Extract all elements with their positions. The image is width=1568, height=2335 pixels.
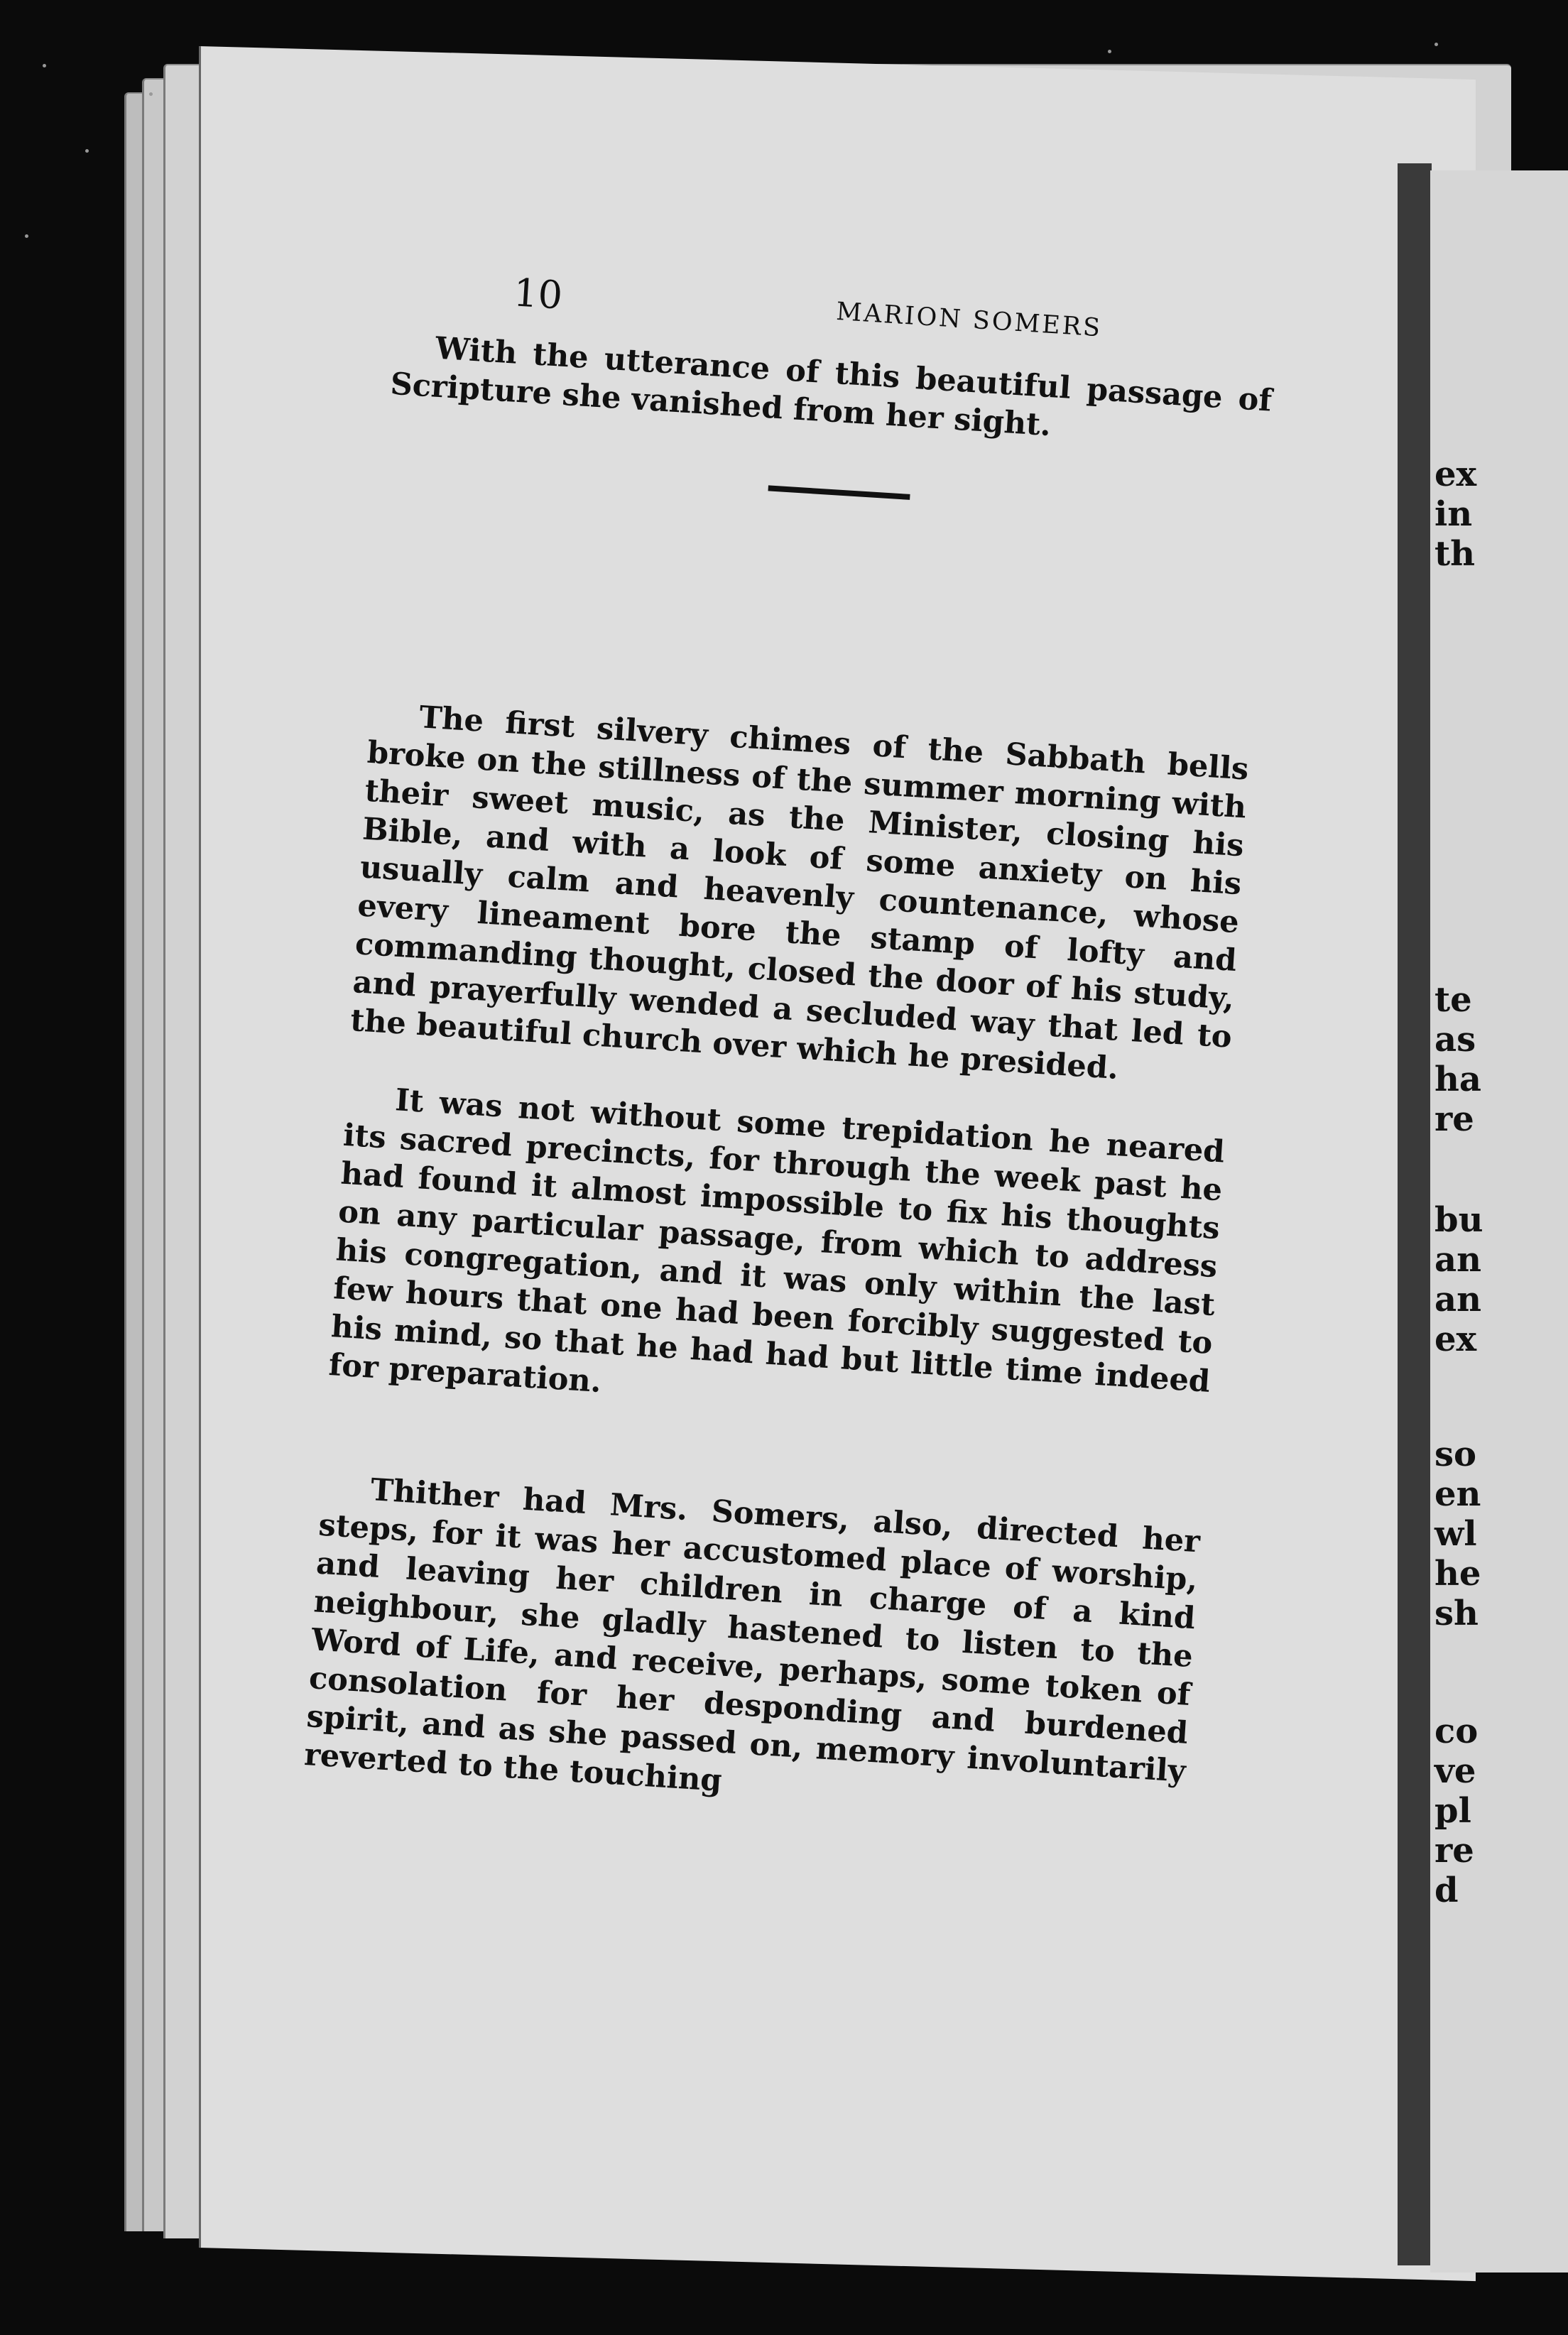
fragment-line: in <box>1434 494 1473 534</box>
running-head: MARION SOMERS <box>835 297 1104 343</box>
right-page-fragment <box>1434 1711 1568 1910</box>
left-page-text <box>293 270 1418 1993</box>
dust-speck <box>149 92 153 96</box>
fragment-line: an <box>1434 1280 1481 1319</box>
dust-speck <box>1434 43 1438 46</box>
fragment-line: ha <box>1434 1060 1481 1099</box>
fragment-line: bu <box>1434 1200 1483 1240</box>
paragraph: With the utterance of this beautiful passage of Scripture she vanished from her sight. <box>389 330 1273 444</box>
right-page-fragment <box>1434 980 1568 1139</box>
paragraph: It was not without some trepidation he neared its sacred precincts, for through the week past he had found it almost impossible to fix his thoughts on any particular passage, from which to address his congregation, and it was only within the last few hours that one had been forcibly suggested to his mind, so that he had had but little time indeed for preparation. <box>327 1082 1226 1400</box>
fragment-line: co <box>1434 1711 1479 1751</box>
fragment-line: re <box>1434 1831 1474 1871</box>
fragment-line: wl <box>1434 1514 1477 1554</box>
fragment-line: sh <box>1434 1594 1479 1633</box>
fragment-line: an <box>1434 1240 1481 1280</box>
fragment-line: ex <box>1434 1319 1477 1359</box>
fragment-line: te <box>1434 980 1472 1020</box>
fragment-line: ex <box>1434 455 1477 494</box>
fragment-line: th <box>1434 534 1476 574</box>
right-page-fragment <box>1434 1200 1568 1359</box>
paragraph: The first silvery chimes of the Sabbath bells broke on the stillness of the summer morning with their sweet music, as the Minister, closing his Bible, and with a look of some anxiety on his usually calm and heavenly countenance, whose every lineament bore the stamp of lofty and commanding thought, closed the door of his study, and prayerfully wended a secluded way that led to the beautiful church over which he presided. <box>349 700 1250 1087</box>
dust-speck <box>43 64 46 67</box>
fragment-line: pl <box>1434 1791 1471 1831</box>
section-divider <box>768 485 910 500</box>
dust-speck <box>25 234 28 238</box>
fragment-line: en <box>1434 1474 1481 1514</box>
right-page-fragment <box>1434 455 1568 574</box>
paragraph: Thither had Mrs. Somers, also, directed her steps, for it was her accustomed place of worship, and leaving her children in charge of a kind neighbour, she gladly hastened to listen to the Word of Life, and receive, perhaps, some token of consolation for her desponding and burdened spirit, and as she passed on, memory involuntarily reverted to the touching <box>303 1472 1202 1799</box>
right-page-fragment <box>1434 1435 1568 1633</box>
fragment-line: d <box>1434 1871 1459 1910</box>
dust-speck <box>85 149 89 153</box>
fragment-line: as <box>1434 1020 1476 1060</box>
page-number: 10 <box>512 270 564 318</box>
fragment-line: re <box>1434 1099 1474 1139</box>
fragment-line: so <box>1434 1435 1477 1474</box>
fragment-line: he <box>1434 1554 1481 1594</box>
dust-speck <box>1108 50 1111 53</box>
fragment-line: ve <box>1434 1751 1476 1791</box>
